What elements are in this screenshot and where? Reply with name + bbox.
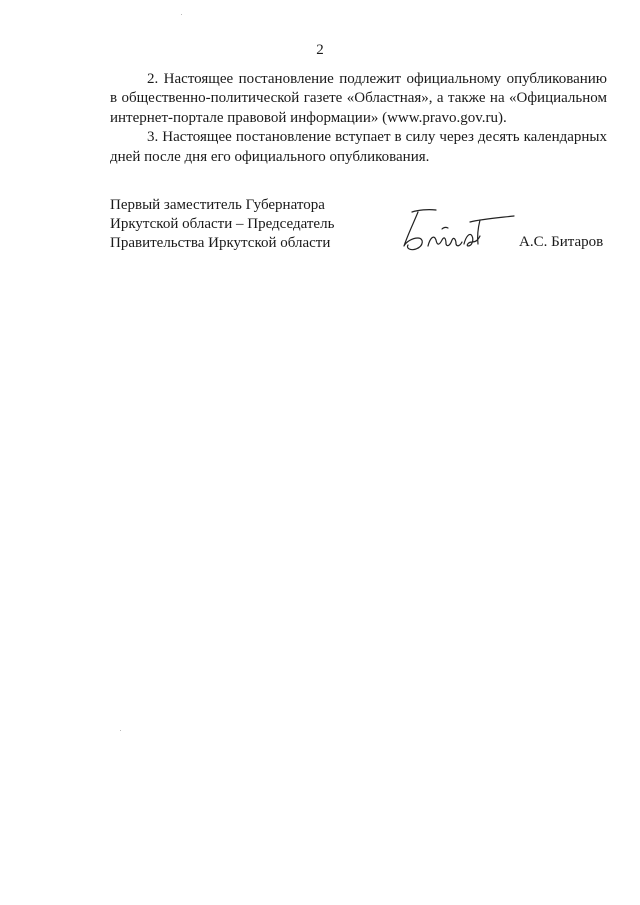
signer-title <box>110 196 334 253</box>
scan-speck <box>181 14 182 15</box>
signer-title-line: Первый заместитель Губернатора <box>110 197 325 213</box>
scan-speck <box>120 730 121 731</box>
paragraph-effective-date: 3. Настоящее постановление вступает в силу через десять календарных дней после дня его официального опубликования. <box>110 129 607 165</box>
signer-name: А.С. Битаров <box>519 234 604 250</box>
document-body <box>110 70 607 167</box>
handwritten-signature-icon <box>398 202 518 258</box>
signer-title-line: Иркутской области – Председатель <box>110 216 335 232</box>
signature-block <box>110 196 610 256</box>
paragraph-publication: 2. Настоящее постановление подлежит официальному опубликованию в общественно-политической газете «Областная», а также на «Официальном интернет-портале правовой информации» (www.pravo.gov.ru). <box>110 71 607 126</box>
signer-title-line: Правительства Иркутской области <box>110 235 331 251</box>
page-number: 2 <box>316 42 324 58</box>
